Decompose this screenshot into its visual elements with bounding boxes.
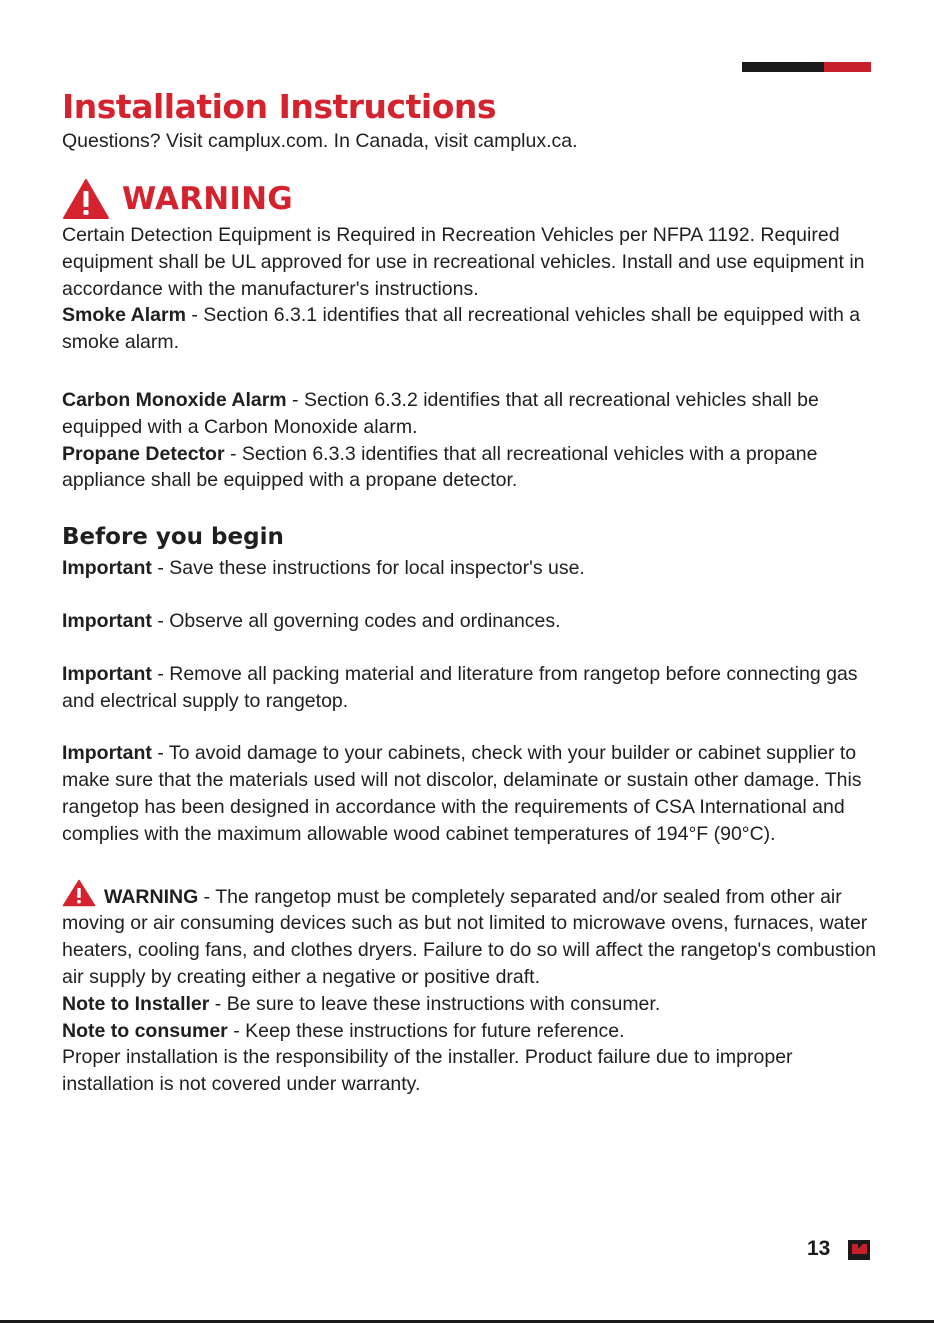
page-title: Installation Instructions (62, 87, 496, 126)
note-to-consumer-label: Note to consumer (62, 1019, 228, 1042)
important-text: - Remove all packing material and literature from rangetop before connecting gas and electrical supply to rangetop. (62, 662, 858, 712)
camplux-logo-icon (848, 1240, 870, 1260)
note-to-consumer-text: - Keep these instructions for future reference. (227, 1019, 625, 1042)
warning-triangle-icon (62, 178, 110, 220)
smoke-alarm-paragraph (62, 302, 877, 356)
page-number: 13 (807, 1237, 831, 1260)
header-decorative-bar (742, 62, 871, 72)
important-label: Important (62, 557, 152, 580)
warning-triangle-icon (62, 879, 96, 907)
smoke-alarm-text: - Section 6.3.1 identifies that all recreational vehicles shall be equipped with a smoke alarm. (62, 304, 861, 354)
page-subtitle: Questions? Visit camplux.com. In Canada, visit camplux.ca. (62, 130, 578, 152)
rangetop-warning-text: - The rangetop must be completely separated and/or sealed from other air moving or air consuming devices such as but not limited to microwave ovens, furnaces, water heaters, cooling fans, and clothes dryers. Failure to do so will affect the rangetop's combustion air supply by creating either a negative or positive draft. (62, 885, 877, 988)
co-alarm-paragraph (62, 387, 877, 441)
important-item (62, 608, 877, 635)
note-to-installer-label: Note to Installer (62, 992, 210, 1015)
important-label: Important (62, 662, 152, 685)
note-to-installer-text: - Be sure to leave these instructions with consumer. (209, 992, 661, 1015)
note-to-consumer (62, 1018, 877, 1045)
page-content (62, 88, 877, 1098)
important-item (62, 661, 877, 715)
important-text: - Observe all governing codes and ordinances. (151, 609, 561, 632)
warning-heading-text: WARNING (122, 181, 293, 217)
co-alarm-label: Carbon Monoxide Alarm (62, 388, 287, 411)
important-item (62, 740, 877, 847)
important-text: - To avoid damage to your cabinets, check with your builder or cabinet supplier to make sure that the materials used will not discolor, delaminate or sustain other damage. This rangetop has been designed in accordance with the requirements of CSA International and complies with the maximum allowable wood cabinet temperatures of 194°F (90°C). (62, 742, 862, 845)
rangetop-warning-label: WARNING (104, 885, 199, 908)
smoke-alarm-label: Smoke Alarm (62, 304, 186, 327)
important-text: - Save these instructions for local inspector's use. (151, 557, 585, 580)
rangetop-warning-paragraph (62, 879, 877, 991)
co-alarm-text: - Section 6.3.2 identifies that all recreational vehicles shall be equipped with a Carbon Monoxide alarm. (62, 388, 819, 438)
warning-heading (62, 176, 877, 222)
warranty-note: Proper installation is the responsibility of the installer. Product failure due to improper installation is not covered under warranty. (62, 1046, 793, 1096)
important-item (62, 555, 877, 582)
important-label: Important (62, 742, 152, 765)
propane-detector-paragraph (62, 441, 877, 495)
propane-detector-label: Propane Detector (62, 442, 225, 465)
important-label: Important (62, 609, 152, 632)
propane-detector-text: - Section 6.3.3 identifies that all recreational vehicles with a propane appliance shall be equipped with a propane detector. (62, 442, 818, 492)
decorative-bar-red-segment (824, 62, 871, 72)
before-you-begin-heading: Before you begin (62, 524, 284, 551)
decorative-bar-dark-segment (742, 62, 824, 72)
warning-intro: Certain Detection Equipment is Required in Recreation Vehicles per NFPA 1192. Required equipment shall be UL approved for use in recreational vehicles. Install and use equipment in accordance with the manufacturer's instructions. (62, 224, 865, 300)
note-to-installer (62, 991, 877, 1018)
